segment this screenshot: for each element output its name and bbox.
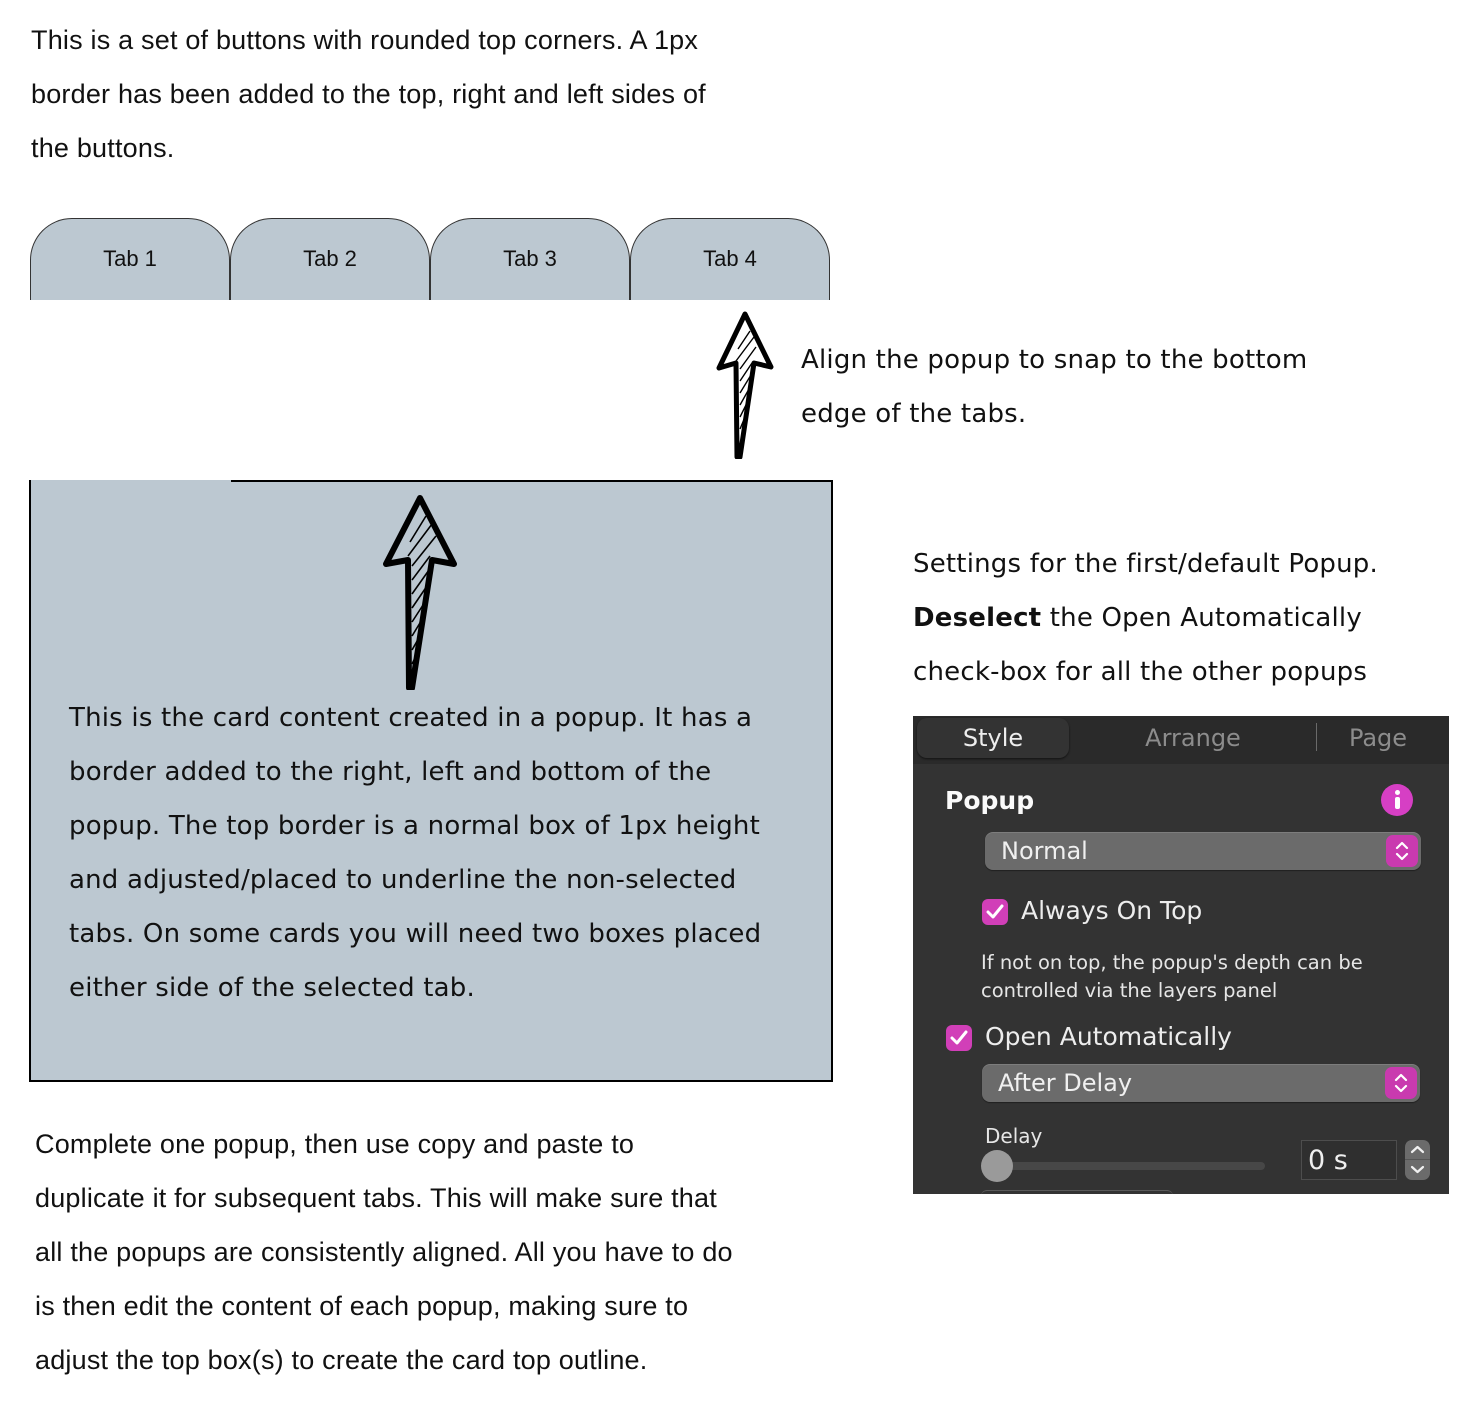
- intro-text: [31, 13, 706, 175]
- checkmark-icon: [986, 904, 1004, 920]
- tab-1[interactable]: [30, 218, 230, 300]
- select-value: Normal: [1001, 837, 1088, 865]
- help-line: If not on top, the popup's depth can be: [981, 951, 1363, 974]
- card-line: tabs. On some cards you will need two boxes placed: [69, 919, 762, 949]
- popup-inspector-panel: [913, 716, 1449, 1194]
- delay-stepper[interactable]: [1405, 1140, 1430, 1180]
- tab-2[interactable]: [230, 218, 430, 300]
- help-line: controlled via the layers panel: [981, 979, 1278, 1002]
- section-title: Popup: [945, 786, 1035, 815]
- delay-label: Delay: [985, 1124, 1043, 1148]
- tab-label: Tab 1: [103, 245, 157, 271]
- up-arrow-icon: [382, 494, 458, 690]
- select-value: After Delay: [998, 1069, 1133, 1097]
- bottom-note-line: adjust the top box(s) to create the card top outline.: [35, 1345, 648, 1375]
- bottom-note-line: is then edit the content of each popup, making sure to: [35, 1291, 689, 1321]
- info-icon[interactable]: [1381, 784, 1413, 816]
- delay-value: 0 s: [1308, 1144, 1348, 1176]
- settings-note-line: Settings for the first/default Popup.: [913, 549, 1378, 579]
- tab-page[interactable]: Page: [1348, 724, 1408, 752]
- card-content-text: [69, 691, 761, 1015]
- next-control-edge: [981, 1190, 1173, 1194]
- bottom-note-line: duplicate it for subsequent tabs. This will make sure that: [35, 1183, 717, 1213]
- align-note: [801, 333, 1307, 441]
- delay-slider-thumb[interactable]: [981, 1150, 1013, 1182]
- deselect-emphasis: Deselect: [913, 603, 1042, 633]
- align-note-line: edge of the tabs.: [801, 399, 1027, 429]
- tab-label: Tab 2: [303, 245, 357, 271]
- card-line: border added to the right, left and bottom of the: [69, 757, 712, 787]
- popup-type-select[interactable]: [985, 832, 1421, 870]
- bottom-note-line: Complete one popup, then use copy and paste to: [35, 1129, 635, 1159]
- card-line: This is the card content created in a popup. It has a: [69, 703, 753, 733]
- card-line: popup. The top border is a normal box of 1px height: [69, 811, 760, 841]
- checkmark-icon: [950, 1030, 968, 1046]
- intro-line: This is a set of buttons with rounded top corners. A 1px: [31, 25, 699, 55]
- bottom-note-line: all the popups are consistently aligned. All you have to do: [35, 1237, 733, 1267]
- intro-line: border has been added to the top, right and left sides of: [31, 79, 706, 109]
- tab-arrange[interactable]: Arrange: [1145, 724, 1241, 752]
- settings-note-line: check-box for all the other popups: [913, 657, 1368, 687]
- chevron-up-down-icon: [1386, 835, 1418, 867]
- up-arrow-icon: [716, 311, 774, 459]
- tab-divider: [1316, 723, 1317, 751]
- tab-label: Tab 3: [503, 245, 557, 271]
- settings-note-line: [913, 591, 1378, 645]
- tab-3[interactable]: [430, 218, 630, 300]
- chevron-up-down-icon: [1385, 1067, 1417, 1099]
- tab-style[interactable]: Style: [917, 718, 1069, 758]
- card-line: either side of the selected tab.: [69, 973, 475, 1003]
- inspector-tab-bar: [913, 716, 1449, 764]
- open-trigger-select[interactable]: [982, 1064, 1420, 1102]
- card-line: and adjusted/placed to underline the non-selected: [69, 865, 737, 895]
- card-top-border-box: [231, 480, 833, 482]
- always-on-top-checkbox[interactable]: [982, 899, 1008, 925]
- open-automatically-checkbox[interactable]: [946, 1025, 972, 1051]
- settings-note: [913, 537, 1378, 699]
- open-automatically-label[interactable]: Open Automatically: [985, 1022, 1232, 1051]
- delay-slider-track[interactable]: [993, 1162, 1265, 1170]
- tab-4[interactable]: [630, 218, 830, 300]
- help-text: [981, 949, 1363, 1005]
- settings-note-text: the Open Automatically: [1041, 603, 1362, 633]
- stepper-arrows-icon: [1405, 1140, 1430, 1180]
- always-on-top-label[interactable]: Always On Top: [1021, 896, 1203, 925]
- tab-bar: [30, 218, 832, 300]
- intro-line: the buttons.: [31, 133, 175, 163]
- delay-value-field[interactable]: [1301, 1140, 1397, 1180]
- tab-label: Tab 4: [703, 245, 757, 271]
- align-note-line: Align the popup to snap to the bottom: [801, 345, 1308, 375]
- bottom-note: [35, 1117, 733, 1387]
